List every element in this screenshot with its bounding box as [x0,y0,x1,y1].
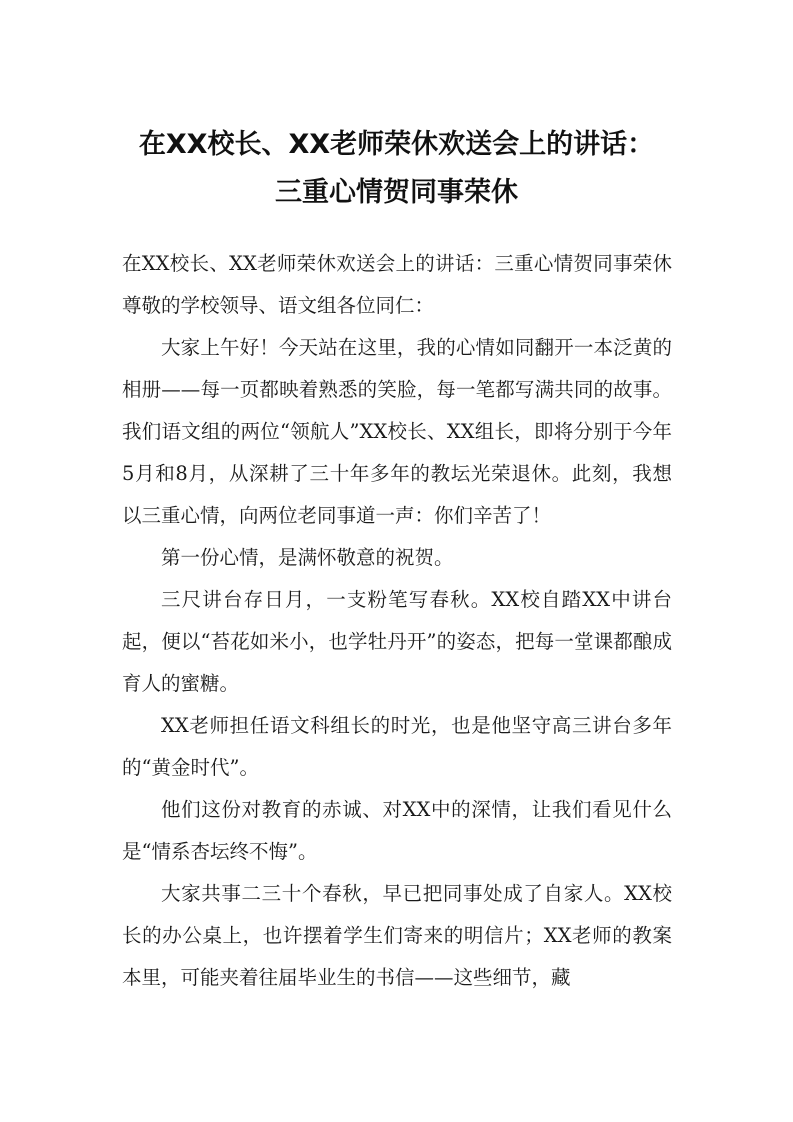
paragraph-greeting: 大家上午好！今天站在这里，我的心情如同翻开一本泛黄的相册——每一页都映着熟悉的笑脸，每一笔都写满共同的故事。我们语文组的两位“领航人”XX校长、XX组长，即将分别于今年5月和8月，从深耕了三十年多年的教坛光荣退休。此刻，我想以三重心情，向两位老同事道一声：你们辛苦了！ [122,336,672,527]
document-title-line-1: 在XX校长、XX老师荣休欢送会上的讲话： [138,129,655,160]
document-title-line-2: 三重心情贺同事荣休 [275,177,518,208]
document-body [122,243,672,999]
paragraph-colleagues: 大家共事二三十个春秋，早已把同事处成了自家人。XX校长的办公桌上，也许摆着学生们寄来的明信片；XX老师的教案本里，可能夹着往届毕业生的书信——这些细节，藏 [122,882,672,989]
paragraph-first-feeling: 第一份心情，是满怀敬意的祝贺。 [161,546,454,569]
paragraph-devotion: 他们这份对教育的赤诚、对XX中的深情，让我们看见什么是“情系杏坛终不悔”。 [122,798,672,863]
paragraph-salutation: 在XX校长、XX老师荣休欢送会上的讲话：三重心情贺同事荣休尊敬的学校领导、语文组各位同仁： [122,252,672,317]
paragraph-teacher-tribute: XX老师担任语文科组长的时光，也是他坚守高三讲台多年的“黄金时代”。 [122,714,672,779]
paragraph-principal-tribute: 三尺讲台存日月，一支粉笔写春秋。XX校自踏XX中讲台起，便以“苔花如米小，也学牡丹开”的姿态，把每一堂课都酿成育人的蜜糖。 [122,588,672,695]
